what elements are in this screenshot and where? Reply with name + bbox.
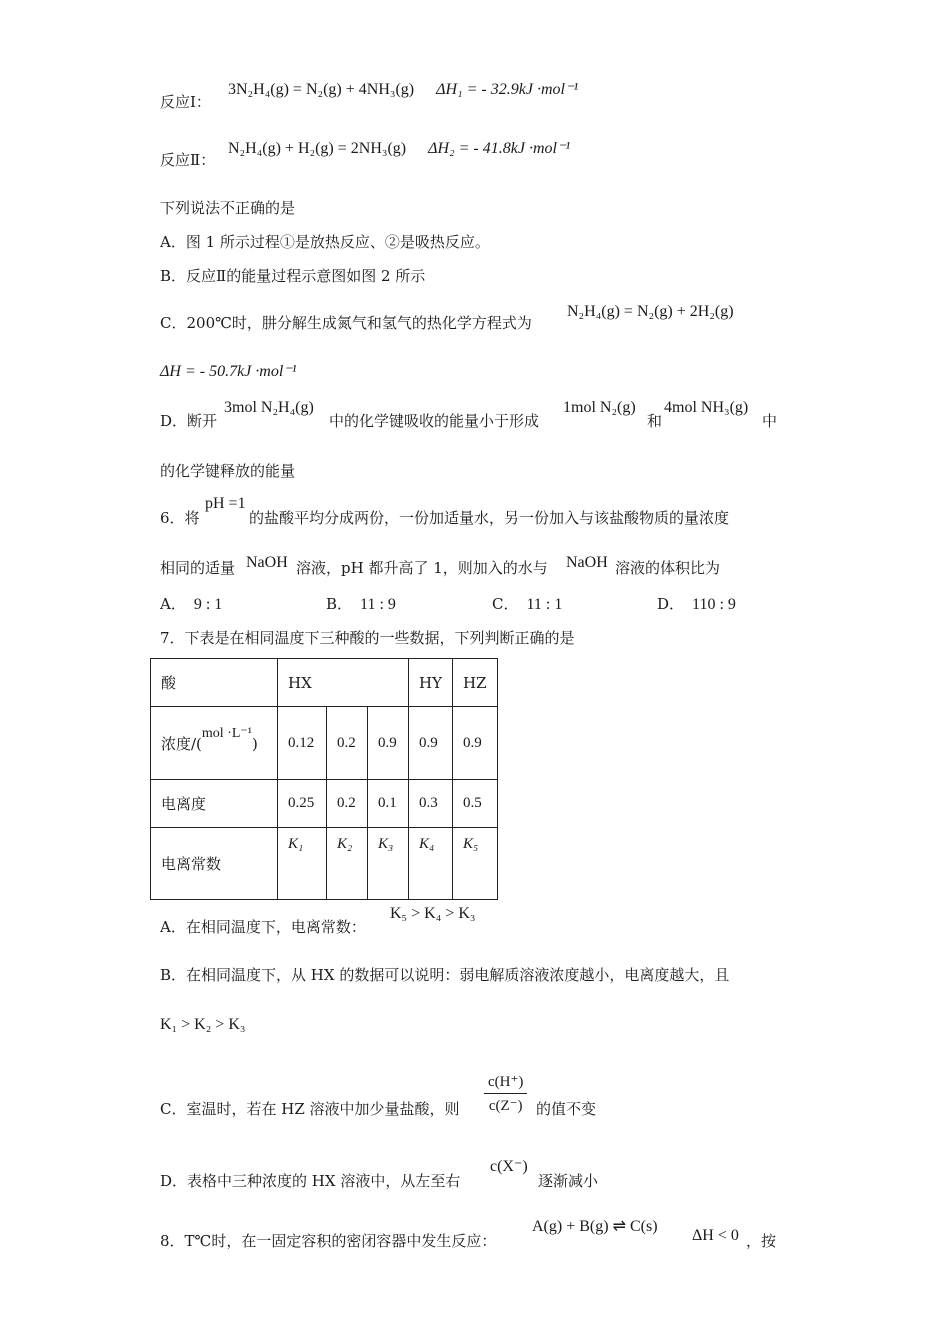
- q8-stem-end: ，按: [746, 1232, 777, 1250]
- reaction-1-equation: 3N₂H₄(g) = N₂(g) + 4NH₃(g) ΔH₁ = - 32.9kJ ·mol⁻¹: [228, 81, 579, 98]
- q5-option-d-species-1: 3mol N₂H₄(g): [224, 399, 314, 416]
- table-cell: 0.9: [452, 707, 497, 780]
- q7-option-c-fraction: [484, 1072, 527, 1115]
- q6-option-b: B． 11 : 9: [326, 595, 396, 613]
- q6-stem-line2: 相同的适量: [160, 559, 236, 577]
- reaction-2: [160, 150, 215, 170]
- acid-data-table: [150, 658, 498, 900]
- table-cell: K₅: [452, 828, 497, 900]
- q8-equation: A(g) + B(g) ⇌ C(s): [532, 1218, 658, 1235]
- table-cell: 0.1: [368, 780, 409, 828]
- q5-option-a: A．图 1 所示过程①是放热反应、②是吸热反应。: [160, 233, 490, 251]
- q6-stem-line2-mid: 溶液，pH 都升高了 1，则加入的水与: [296, 559, 548, 577]
- row-label-ionization-degree: 电离度: [151, 780, 278, 828]
- q6-stem-start: 6．将: [160, 509, 200, 527]
- q5-option-d-and: 和: [647, 412, 663, 430]
- q6-naoh-2: NaOH: [566, 554, 608, 571]
- table-cell: 0.25: [278, 780, 327, 828]
- table-cell: K₄: [409, 828, 453, 900]
- q7-option-d: D．表格中三种浓度的 HX 溶液中，从左至右: [160, 1172, 461, 1190]
- reaction-1-enthalpy: ΔH₁ = - 32.9kJ ·mol⁻¹: [436, 81, 579, 98]
- q7-option-b-expression: K₁ > K₂ > K₃: [160, 1016, 246, 1033]
- q8-stem: 8．T℃时，在一固定容积的密闭容器中发生反应：: [160, 1232, 497, 1250]
- q5-option-d-end: 中: [762, 412, 778, 430]
- row-label-ionization-constant: 电离常数: [151, 828, 278, 900]
- q6-option-a: A． 9 : 1: [160, 595, 223, 613]
- reaction-1-label: 反应Ⅰ：: [160, 93, 211, 111]
- q5-option-d-middle: 中的化学键吸收的能量小于形成: [329, 412, 540, 430]
- q5-option-d-species-3: 4mol NH₃(g): [664, 399, 749, 416]
- header-hy: HY: [409, 659, 453, 707]
- q6-stem-end: 的盐酸平均分成两份，一份加适量水，另一份加入与该盐酸物质的量浓度: [249, 509, 730, 527]
- table-row: [151, 659, 498, 707]
- table-cell: 0.2: [327, 707, 368, 780]
- q5-option-c: C．200℃时，肼分解生成氮气和氢气的热化学方程式为: [160, 314, 532, 332]
- reaction-2-enthalpy: ΔH₂ = - 41.8kJ ·mol⁻¹: [428, 140, 571, 157]
- table-cell: 0.9: [368, 707, 409, 780]
- q5-option-c-enthalpy: ΔH = - 50.7kJ ·mol⁻¹: [160, 363, 297, 380]
- q7-option-b: B．在相同温度下，从 HX 的数据可以说明：弱电解质溶液浓度越小，电离度越大，且: [160, 966, 730, 984]
- reaction-1: [160, 92, 211, 112]
- q7-option-d-end: 逐渐减小: [538, 1172, 599, 1190]
- q5-option-b: B．反应Ⅱ的能量过程示意图如图 2 所示: [160, 267, 426, 285]
- table-cell: K₂: [327, 828, 368, 900]
- row-label-concentration: 浓度/(mol ·L⁻¹): [151, 707, 278, 780]
- q7-stem: 7．下表是在相同温度下三种酸的一些数据，下列判断正确的是: [160, 629, 575, 647]
- table-cell: K₃: [368, 828, 409, 900]
- reaction-2-equation: N₂H₄(g) + H₂(g) = 2NH₃(g) ΔH₂ = - 41.8kJ ·mol⁻¹: [228, 140, 571, 157]
- table-row: [151, 707, 498, 780]
- table-cell: K₁: [278, 828, 327, 900]
- header-hz: HZ: [452, 659, 497, 707]
- header-acid: 酸: [151, 659, 278, 707]
- table-cell: 0.5: [452, 780, 497, 828]
- q8-enthalpy: ΔH < 0: [692, 1227, 739, 1244]
- table-cell: 0.12: [278, 707, 327, 780]
- q7-option-d-expression: c(X⁻): [490, 1158, 528, 1175]
- table-row: [151, 780, 498, 828]
- q5-option-d-continued: 的化学键释放的能量: [160, 462, 296, 480]
- q6-ph: pH =1: [205, 495, 246, 512]
- q5-option-d: D．断开: [160, 412, 218, 430]
- q6-naoh-1: NaOH: [246, 554, 288, 571]
- reaction-2-label: 反应Ⅱ：: [160, 151, 216, 169]
- table-cell: 0.2: [327, 780, 368, 828]
- table-cell: 0.9: [409, 707, 453, 780]
- q7-option-a: A．在相同温度下，电离常数：: [160, 918, 366, 936]
- fraction-numerator: c(H⁺): [484, 1072, 527, 1094]
- table-cell: 0.3: [409, 780, 453, 828]
- q6-option-c: C． 11 : 1: [492, 595, 563, 613]
- table-row: [151, 828, 498, 900]
- q5-stem: 下列说法不正确的是: [160, 199, 296, 217]
- q7-option-a-expression: K₅ > K₄ > K₃: [390, 905, 476, 922]
- q7-option-c: C．室温时，若在 HZ 溶液中加少量盐酸，则: [160, 1100, 460, 1118]
- header-hx: HX: [278, 659, 409, 707]
- q6-option-d: D． 110 : 9: [657, 595, 736, 613]
- q6-stem-line2-end: 溶液的体积比为: [615, 559, 721, 577]
- q5-option-c-equation: N₂H₄(g) = N₂(g) + 2H₂(g): [567, 303, 734, 320]
- q7-option-c-end: 的值不变: [536, 1100, 597, 1118]
- q5-option-d-species-2: 1mol N₂(g): [563, 399, 636, 416]
- fraction-denominator: c(Z⁻): [488, 1098, 523, 1114]
